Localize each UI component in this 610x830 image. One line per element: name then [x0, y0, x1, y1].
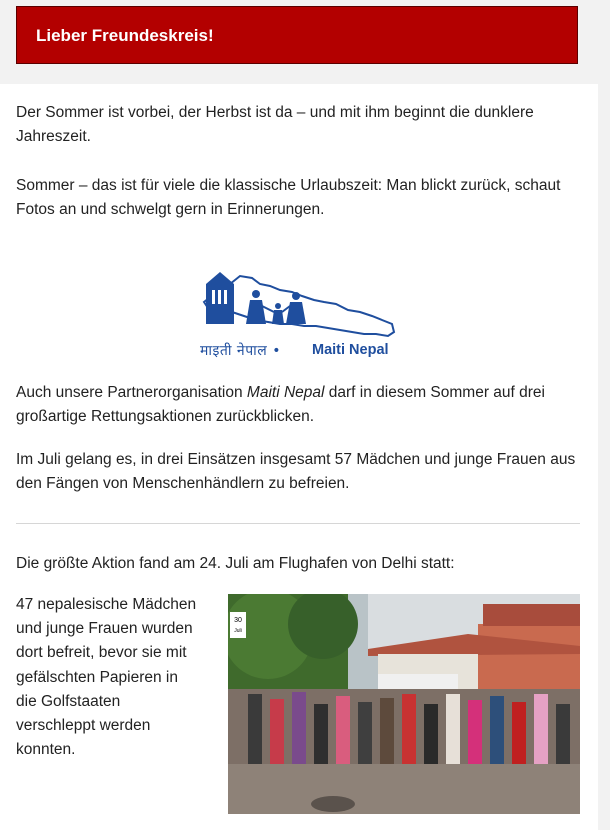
rescue-photo [228, 594, 580, 814]
rescue-paragraph: Im Juli gelang es, in drei Einsätzen insgesamt 57 Mädchen und junge Frauen aus den Fängen von Menschenhändlern zu befreien. [16, 451, 576, 492]
summer-paragraph: Sommer – das ist für viele die klassische Urlaubszeit: Man blickt zurück, schaut Fotos an und schwelgt gern in Erinnerungen. [16, 177, 561, 218]
drain-cover [311, 796, 355, 812]
adult-figure-body [246, 300, 266, 324]
section-divider [16, 523, 580, 524]
date-sign-month: Juli [234, 628, 242, 634]
intro-paragraph: Der Sommer ist vorbei, der Herbst ist da – und mit ihm beginnt die dunklere Jahreszeit. [16, 104, 534, 145]
partner-name: Maiti Nepal [246, 384, 325, 401]
adult2-figure-head [292, 292, 300, 300]
logo-english-text: Maiti Nepal [312, 342, 389, 358]
adult2-figure-body [286, 302, 306, 324]
greeting-title: Lieber Freundeskreis! [36, 26, 214, 45]
date-sign-number: 30 [234, 617, 242, 624]
partner-text-start: Auch unsere Partnerorganisation [16, 384, 247, 401]
greeting-banner [16, 6, 578, 64]
partner-text-end: darf in diesem Sommer auf drei großartige Rettungsaktionen zurückblicken. [16, 384, 545, 425]
crowd-figures [248, 692, 570, 764]
adult-figure-head [252, 290, 260, 298]
partner-paragraph [16, 381, 576, 429]
airport-paragraph: Die größte Aktion fand am 24. Juli am Flughafen von Delhi statt: [16, 555, 455, 572]
rescued-girls-paragraph: 47 nepalesische Mädchen und junge Frauen wurden dort befreit, bevor sie mit gefälschten Papieren in die Golfstaaten verschleppt werden konnten. [16, 596, 197, 759]
date-sign [230, 612, 246, 638]
courtyard-floor [228, 764, 580, 814]
page-gutter [598, 0, 610, 830]
logo-devanagari-text: माइती नेपाल • [200, 343, 281, 359]
child-figure-head [275, 303, 281, 309]
